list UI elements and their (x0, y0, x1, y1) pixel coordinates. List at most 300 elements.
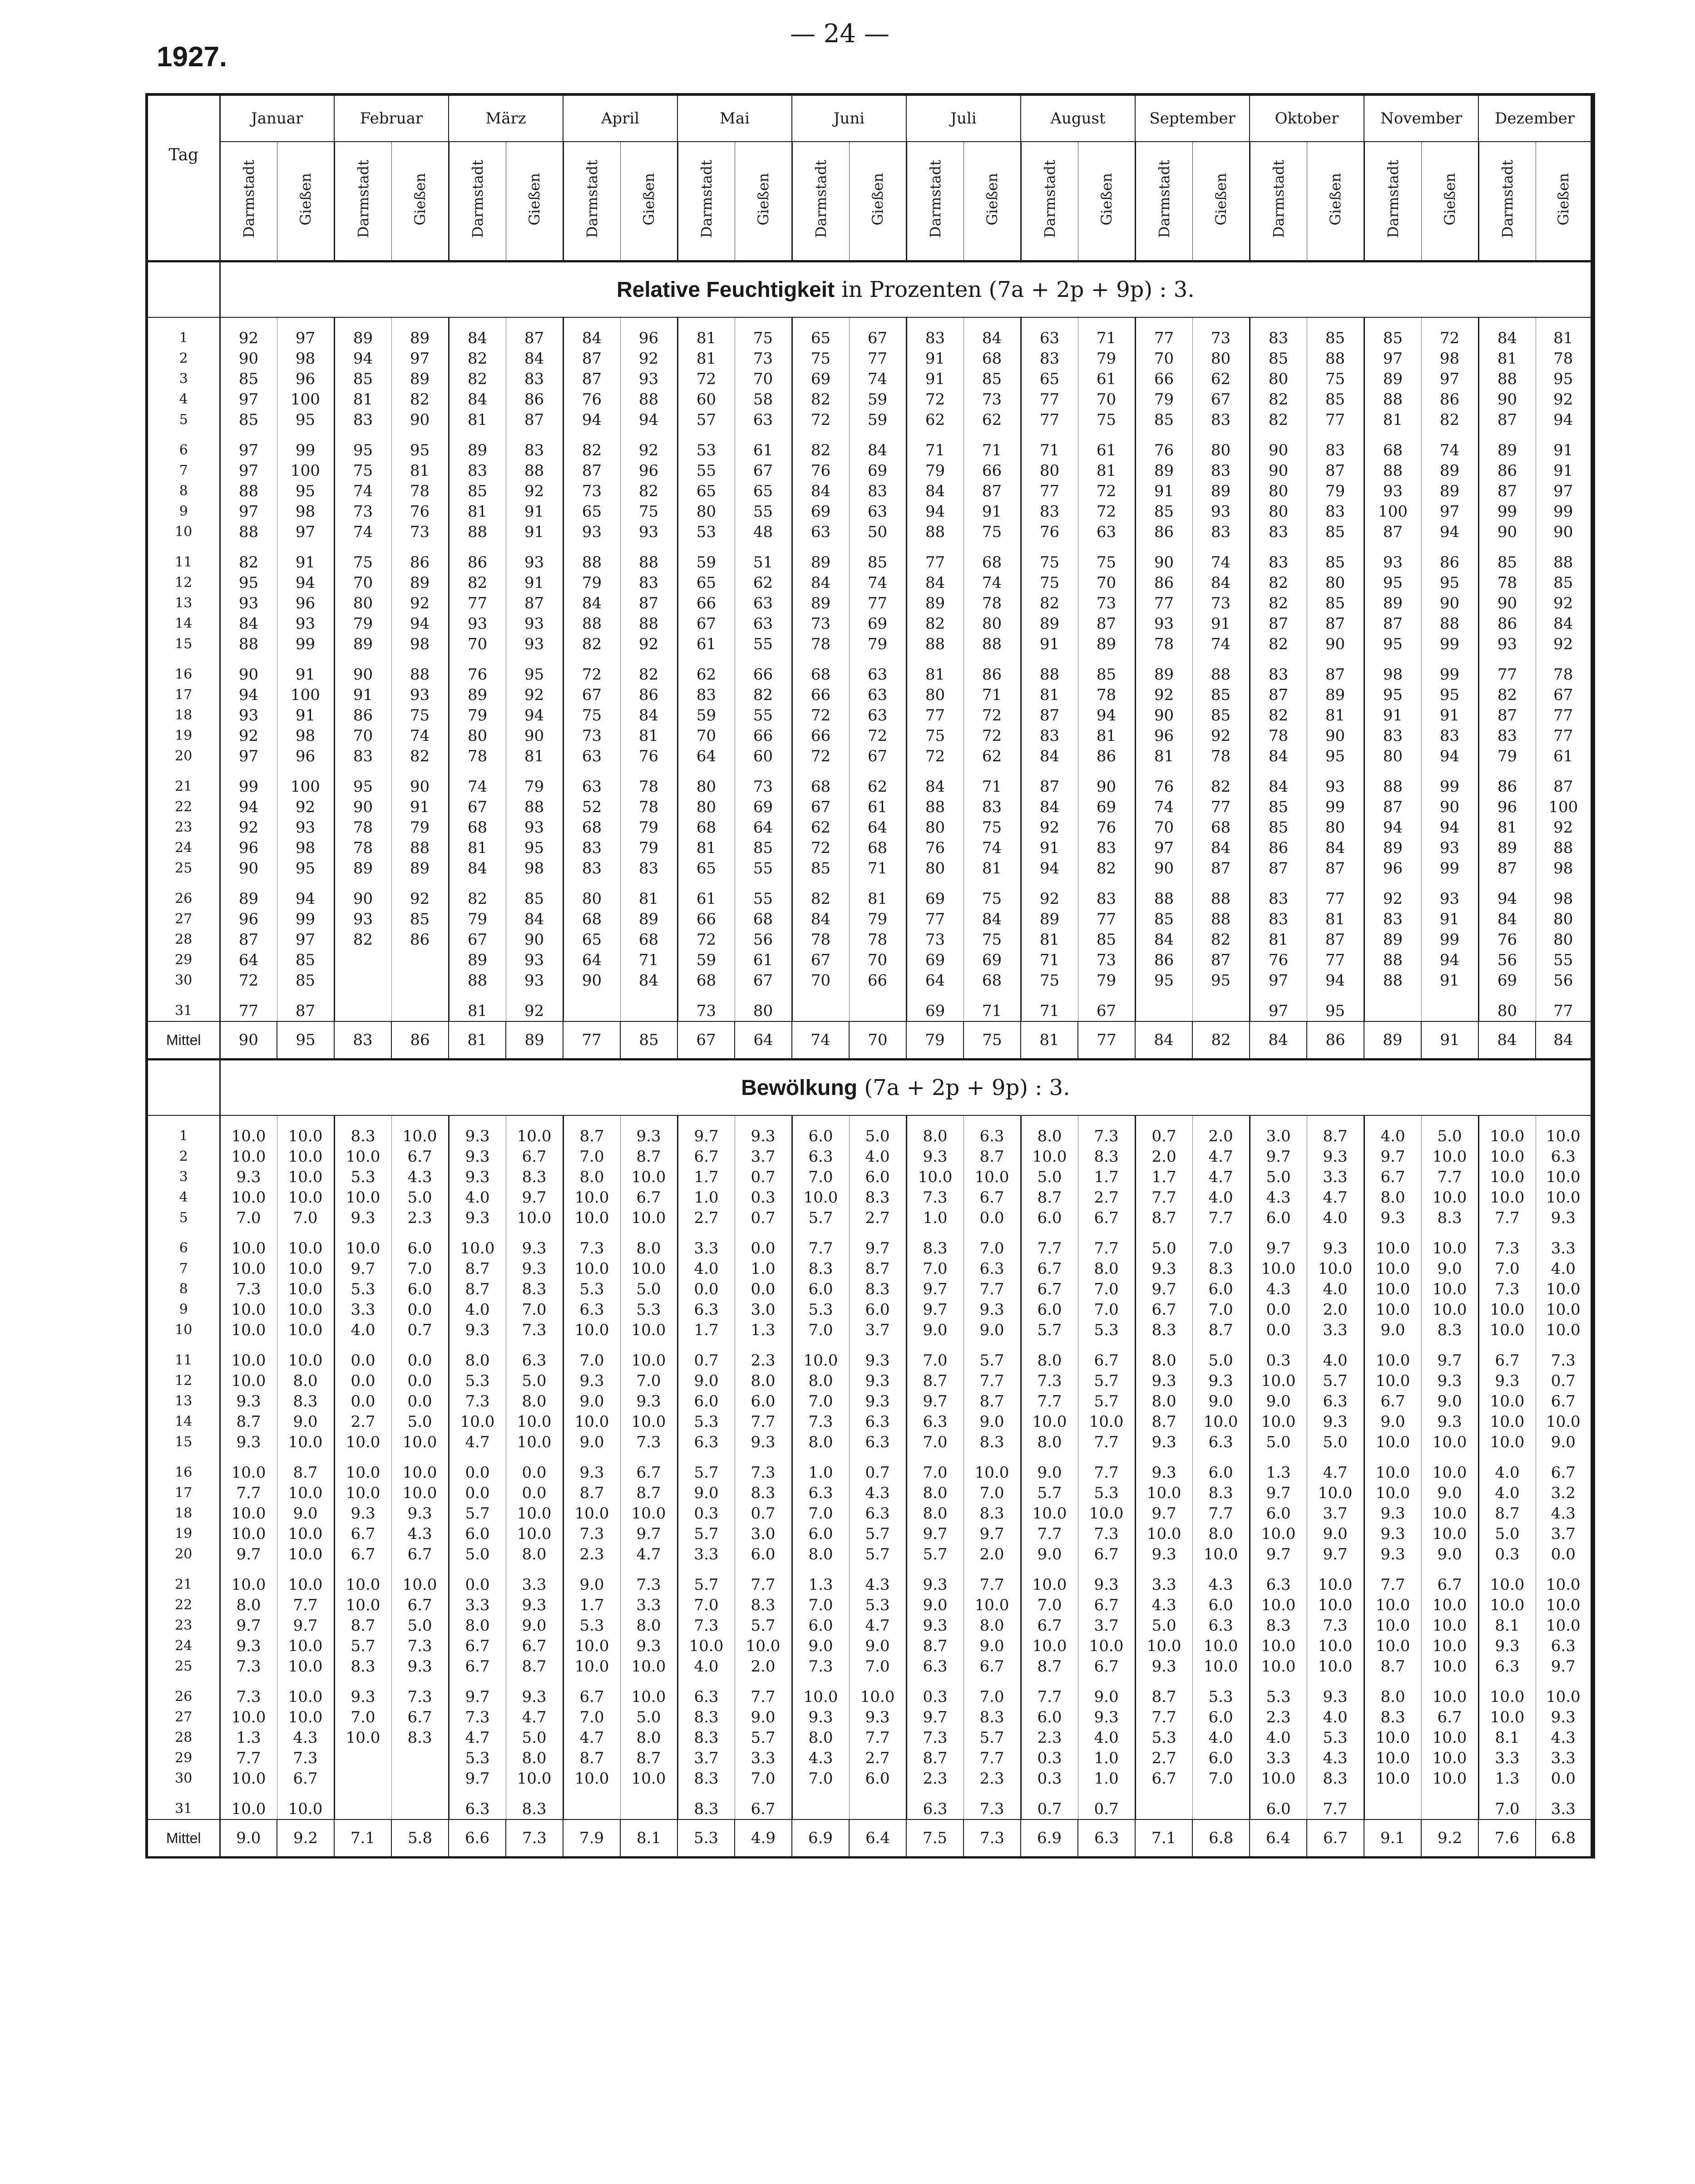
value-cell: 6.7 (449, 1656, 506, 1676)
mittel-value: 82 (1192, 1021, 1250, 1060)
value-cell: 6.0 (1192, 1452, 1250, 1483)
value-cell: 7.3 (277, 1748, 334, 1768)
value-cell: 8.0 (449, 1340, 506, 1371)
value-cell: 9.3 (334, 1208, 391, 1228)
mittel-value: 95 (277, 1021, 334, 1060)
value-cell: 63 (735, 409, 792, 430)
value-cell: 10.0 (220, 1523, 277, 1544)
value-cell: 0.0 (391, 1391, 449, 1411)
value-cell: 7.7 (1078, 1228, 1135, 1258)
mittel-label: Mittel (147, 1819, 220, 1858)
value-cell: 90 (1536, 522, 1593, 542)
value-cell: 8.3 (964, 1432, 1021, 1452)
value-cell: 97 (1536, 481, 1593, 501)
value-cell: 94 (620, 409, 677, 430)
value-cell: 85 (391, 909, 449, 929)
value-cell: 7.3 (906, 1187, 964, 1208)
mittel-value: 6.9 (1021, 1819, 1078, 1858)
value-cell: 10.0 (1021, 1411, 1078, 1432)
value-cell: 0.0 (506, 1452, 563, 1483)
value-cell: 10.0 (964, 1167, 1021, 1187)
value-cell: 7.7 (735, 1676, 792, 1707)
value-cell: 84 (792, 909, 849, 929)
value-cell: 100 (277, 685, 334, 705)
value-cell: 10.0 (620, 1768, 677, 1789)
value-cell: 9.3 (334, 1503, 391, 1523)
mittel-value: 9.2 (277, 1819, 334, 1858)
value-cell: 9.3 (220, 1391, 277, 1411)
value-cell: 9.3 (506, 1676, 563, 1707)
value-cell: 7.3 (1078, 1115, 1135, 1146)
value-cell: 10.0 (1250, 1411, 1307, 1432)
value-cell: 73 (1192, 593, 1250, 613)
value-cell: 8.3 (735, 1595, 792, 1615)
value-cell: 81 (449, 501, 506, 522)
value-cell: 89 (1364, 929, 1421, 950)
value-cell: 0.7 (735, 1167, 792, 1187)
value-cell: 10.0 (220, 1320, 277, 1340)
value-cell: 3.3 (1536, 1789, 1593, 1819)
value-cell: 80 (677, 766, 735, 797)
mittel-value: 6.7 (1307, 1819, 1364, 1858)
value-cell: 81 (1078, 725, 1135, 746)
value-cell: 9.3 (220, 1167, 277, 1187)
value-cell: 80 (1364, 746, 1421, 766)
value-cell (334, 950, 391, 970)
value-cell: 9.0 (1078, 1676, 1135, 1707)
value-cell: 95 (1421, 572, 1478, 593)
value-cell: 63 (563, 746, 620, 766)
value-cell: 5.0 (849, 1115, 906, 1146)
value-cell: 10.0 (277, 1432, 334, 1452)
value-cell: 2.7 (677, 1208, 735, 1228)
value-cell: 92 (1536, 634, 1593, 654)
value-cell: 87 (620, 593, 677, 613)
value-cell: 96 (220, 909, 277, 929)
mittel-value: 77 (1078, 1021, 1135, 1060)
value-cell: 4.3 (792, 1748, 849, 1768)
value-cell: 84 (506, 348, 563, 369)
value-cell: 93 (1364, 542, 1421, 572)
value-cell: 8.3 (1421, 1208, 1478, 1228)
value-cell: 7.0 (964, 1228, 1021, 1258)
value-cell: 10.0 (620, 1320, 677, 1340)
value-cell: 10.0 (334, 1228, 391, 1258)
value-cell: 5.0 (1021, 1167, 1078, 1187)
value-cell: 8.1 (1478, 1727, 1536, 1748)
value-cell: 75 (964, 929, 1021, 950)
value-cell: 99 (277, 909, 334, 929)
station-name: Darmstadt (1155, 160, 1173, 238)
value-cell: 10.0 (1192, 1636, 1250, 1656)
value-cell: 66 (964, 460, 1021, 481)
value-cell: 10.0 (563, 1411, 620, 1432)
value-cell: 10.0 (334, 1483, 391, 1503)
value-cell: 7.7 (849, 1727, 906, 1748)
value-cell: 78 (620, 766, 677, 797)
value-cell: 94 (1478, 878, 1536, 909)
value-cell: 10.0 (220, 1789, 277, 1819)
value-cell: 87 (563, 460, 620, 481)
value-cell: 9.7 (449, 1676, 506, 1707)
value-cell: 60 (735, 746, 792, 766)
value-cell: 6.7 (735, 1789, 792, 1819)
value-cell: 57 (677, 409, 735, 430)
value-cell: 7.0 (1021, 1595, 1078, 1615)
value-cell: 9.3 (220, 1636, 277, 1656)
value-cell: 79 (1478, 746, 1536, 766)
value-cell: 71 (1021, 991, 1078, 1021)
value-cell: 7.7 (735, 1411, 792, 1432)
value-cell: 8.3 (391, 1727, 449, 1748)
value-cell: 81 (849, 878, 906, 909)
value-cell: 85 (506, 878, 563, 909)
value-cell: 10.0 (277, 1544, 334, 1564)
day-row (147, 950, 1593, 970)
value-cell: 97 (391, 348, 449, 369)
day-row (147, 797, 1593, 817)
value-cell: 66 (792, 685, 849, 705)
value-cell: 8.7 (1135, 1208, 1192, 1228)
value-cell: 8.3 (1078, 1146, 1135, 1167)
value-cell: 61 (1078, 430, 1135, 460)
mittel-value: 81 (449, 1021, 506, 1060)
value-cell: 85 (1250, 817, 1307, 838)
value-cell: 9.0 (1250, 1391, 1307, 1411)
station-header (1021, 142, 1078, 261)
value-cell: 7.7 (220, 1748, 277, 1768)
value-cell: 69 (906, 878, 964, 909)
value-cell: 6.3 (1250, 1564, 1307, 1595)
value-cell: 98 (1364, 654, 1421, 685)
value-cell: 5.3 (849, 1595, 906, 1615)
day-number: 28 (147, 1727, 220, 1748)
value-cell: 90 (1135, 705, 1192, 725)
value-cell: 71 (964, 685, 1021, 705)
value-cell: 95 (1364, 634, 1421, 654)
value-cell: 10.0 (1307, 1595, 1364, 1615)
value-cell: 5.7 (792, 1208, 849, 1228)
station-header (1135, 142, 1192, 261)
value-cell: 89 (1478, 838, 1536, 858)
value-cell: 83 (563, 838, 620, 858)
value-cell: 84 (792, 481, 849, 501)
value-cell: 83 (1364, 725, 1421, 746)
value-cell: 10.0 (620, 1503, 677, 1523)
value-cell: 87 (220, 929, 277, 950)
value-cell: 6.3 (1192, 1615, 1250, 1636)
day-number: 24 (147, 1636, 220, 1656)
value-cell: 80 (563, 878, 620, 909)
value-cell: 91 (277, 705, 334, 725)
day-number: 6 (147, 430, 220, 460)
value-cell: 6.7 (1078, 1208, 1135, 1228)
value-cell: 8.3 (677, 1789, 735, 1819)
value-cell: 93 (506, 634, 563, 654)
section-title-row (147, 261, 1593, 318)
value-cell: 10.0 (1307, 1564, 1364, 1595)
value-cell (391, 1748, 449, 1768)
day-number: 12 (147, 1371, 220, 1391)
day-number: 28 (147, 929, 220, 950)
value-cell: 77 (1192, 797, 1250, 817)
section-title (220, 261, 1593, 318)
value-cell: 58 (735, 389, 792, 409)
value-cell: 88 (1135, 878, 1192, 909)
value-cell: 84 (620, 970, 677, 991)
value-cell: 90 (391, 766, 449, 797)
value-cell: 6.3 (449, 1789, 506, 1819)
value-cell: 65 (1021, 369, 1078, 389)
value-cell: 82 (1250, 634, 1307, 654)
value-cell: 3.7 (1536, 1523, 1593, 1544)
value-cell: 0.3 (1021, 1768, 1078, 1789)
value-cell: 8.7 (906, 1748, 964, 1768)
day-number: 10 (147, 1320, 220, 1340)
value-cell: 88 (449, 970, 506, 991)
value-cell: 5.0 (620, 1279, 677, 1299)
day-row (147, 1676, 1593, 1707)
value-cell: 7.0 (792, 1768, 849, 1789)
value-cell: 9.0 (506, 1615, 563, 1636)
value-cell: 10.0 (1192, 1656, 1250, 1676)
value-cell: 83 (1021, 725, 1078, 746)
value-cell: 94 (1421, 746, 1478, 766)
value-cell: 66 (677, 593, 735, 613)
month-header: Februar (334, 94, 449, 142)
value-cell: 89 (391, 572, 449, 593)
value-cell: 6.0 (1250, 1503, 1307, 1523)
value-cell: 90 (1250, 430, 1307, 460)
value-cell: 90 (1250, 460, 1307, 481)
value-cell: 7.7 (1421, 1167, 1478, 1187)
value-cell: 59 (849, 409, 906, 430)
value-cell: 8.0 (1135, 1391, 1192, 1411)
value-cell: 96 (1135, 725, 1192, 746)
value-cell: 68 (735, 909, 792, 929)
value-cell: 84 (1250, 766, 1307, 797)
value-cell: 9.7 (906, 1707, 964, 1727)
station-header (620, 142, 677, 261)
value-cell: 93 (391, 685, 449, 705)
value-cell: 84 (449, 317, 506, 348)
value-cell: 4.0 (1192, 1187, 1250, 1208)
value-cell: 88 (906, 634, 964, 654)
mittel-row (147, 1819, 1593, 1858)
value-cell: 99 (1536, 501, 1593, 522)
value-cell: 63 (849, 501, 906, 522)
value-cell: 9.0 (1421, 1483, 1478, 1503)
value-cell: 67 (792, 950, 849, 970)
value-cell: 67 (449, 929, 506, 950)
value-cell: 81 (1478, 817, 1536, 838)
value-cell: 7.0 (906, 1452, 964, 1483)
value-cell: 93 (1421, 838, 1478, 858)
value-cell: 87 (1307, 858, 1364, 878)
value-cell: 82 (792, 430, 849, 460)
value-cell: 75 (792, 348, 849, 369)
value-cell: 9.3 (563, 1452, 620, 1483)
value-cell: 100 (277, 460, 334, 481)
value-cell: 7.0 (620, 1371, 677, 1391)
value-cell: 99 (1421, 929, 1478, 950)
value-cell: 85 (735, 838, 792, 858)
value-cell: 92 (506, 685, 563, 705)
value-cell: 93 (1307, 766, 1364, 797)
value-cell: 3.0 (735, 1299, 792, 1320)
value-cell: 85 (220, 409, 277, 430)
value-cell: 73 (1078, 593, 1135, 613)
value-cell: 10.0 (620, 1676, 677, 1707)
value-cell: 4.0 (1478, 1483, 1536, 1503)
value-cell: 10.0 (1364, 1727, 1421, 1748)
value-cell: 82 (1021, 593, 1078, 613)
value-cell: 7.3 (563, 1523, 620, 1544)
value-cell: 84 (1250, 746, 1307, 766)
value-cell: 81 (677, 348, 735, 369)
day-number: 20 (147, 746, 220, 766)
value-cell: 3.3 (1307, 1320, 1364, 1340)
value-cell: 10.0 (277, 1636, 334, 1656)
value-cell: 10.0 (277, 1707, 334, 1727)
value-cell: 9.0 (1021, 1544, 1078, 1564)
value-cell: 85 (849, 542, 906, 572)
value-cell: 92 (1536, 593, 1593, 613)
value-cell: 87 (1478, 858, 1536, 878)
value-cell: 96 (277, 746, 334, 766)
value-cell: 10.0 (277, 1299, 334, 1320)
value-cell: 5.0 (1135, 1228, 1192, 1258)
value-cell: 8.3 (677, 1707, 735, 1727)
value-cell: 87 (1478, 481, 1536, 501)
value-cell: 2.7 (1078, 1187, 1135, 1208)
value-cell: 8.7 (334, 1615, 391, 1636)
value-cell: 84 (1307, 838, 1364, 858)
day-number: 31 (147, 991, 220, 1021)
value-cell: 80 (906, 817, 964, 838)
value-cell: 3.3 (334, 1299, 391, 1320)
value-cell: 10.0 (964, 1452, 1021, 1483)
value-cell: 10.0 (1192, 1411, 1250, 1432)
value-cell: 90 (506, 725, 563, 746)
value-cell: 68 (563, 909, 620, 929)
value-cell: 82 (620, 654, 677, 685)
value-cell: 0.3 (1021, 1748, 1078, 1768)
value-cell: 6.3 (1536, 1146, 1593, 1167)
day-number: 30 (147, 1768, 220, 1789)
day-row (147, 348, 1593, 369)
value-cell: 0.7 (677, 1340, 735, 1371)
value-cell: 77 (1021, 389, 1078, 409)
value-cell (391, 991, 449, 1021)
value-cell: 59 (677, 542, 735, 572)
value-cell: 86 (334, 705, 391, 725)
value-cell: 82 (1078, 858, 1135, 878)
value-cell: 6.7 (391, 1707, 449, 1727)
value-cell: 83 (620, 858, 677, 878)
value-cell: 80 (1307, 817, 1364, 838)
value-cell: 85 (1078, 654, 1135, 685)
value-cell: 10.0 (277, 1320, 334, 1340)
value-cell: 94 (277, 878, 334, 909)
value-cell: 94 (1421, 817, 1478, 838)
value-cell: 1.3 (220, 1727, 277, 1748)
value-cell: 72 (964, 725, 1021, 746)
value-cell: 89 (906, 593, 964, 613)
value-cell: 9.3 (1364, 1208, 1421, 1228)
value-cell: 7.0 (1078, 1279, 1135, 1299)
value-cell: 69 (735, 797, 792, 817)
value-cell: 97 (220, 389, 277, 409)
value-cell: 2.7 (334, 1411, 391, 1432)
value-cell: 5.3 (1135, 1727, 1192, 1748)
value-cell: 7.7 (964, 1564, 1021, 1595)
value-cell: 91 (277, 542, 334, 572)
value-cell: 87 (1078, 613, 1135, 634)
value-cell: 9.3 (849, 1707, 906, 1727)
value-cell: 10.0 (1536, 1615, 1593, 1636)
day-number: 8 (147, 1279, 220, 1299)
value-cell: 72 (563, 654, 620, 685)
value-cell: 6.3 (1536, 1636, 1593, 1656)
value-cell: 92 (391, 593, 449, 613)
day-row (147, 725, 1593, 746)
value-cell: 10.0 (506, 1411, 563, 1432)
day-number: 23 (147, 817, 220, 838)
value-cell: 10.0 (334, 1452, 391, 1483)
value-cell: 87 (1307, 460, 1364, 481)
value-cell: 10.0 (391, 1452, 449, 1483)
day-row (147, 1391, 1593, 1411)
day-row (147, 1615, 1593, 1636)
value-cell: 8.3 (1307, 1768, 1364, 1789)
value-cell: 2.0 (735, 1656, 792, 1676)
day-row (147, 766, 1593, 797)
value-cell: 85 (1364, 317, 1421, 348)
value-cell: 87 (563, 348, 620, 369)
value-cell: 80 (677, 501, 735, 522)
value-cell: 10.0 (506, 1115, 563, 1146)
value-cell: 85 (964, 369, 1021, 389)
value-cell: 78 (792, 634, 849, 654)
value-cell: 5.7 (735, 1615, 792, 1636)
value-cell: 8.0 (620, 1228, 677, 1258)
value-cell: 9.3 (449, 1320, 506, 1340)
value-cell: 89 (1021, 613, 1078, 634)
value-cell: 6.3 (677, 1432, 735, 1452)
value-cell: 68 (1364, 430, 1421, 460)
station-header (1192, 142, 1250, 261)
value-cell: 10.0 (277, 1228, 334, 1258)
value-cell: 85 (1536, 572, 1593, 593)
value-cell: 9.0 (1421, 1544, 1478, 1564)
value-cell: 73 (677, 991, 735, 1021)
value-cell: 0.7 (1021, 1789, 1078, 1819)
value-cell: 74 (1421, 430, 1478, 460)
value-cell: 84 (1192, 572, 1250, 593)
value-cell: 9.0 (677, 1483, 735, 1503)
value-cell: 67 (792, 797, 849, 817)
value-cell: 6.3 (1192, 1432, 1250, 1452)
value-cell: 69 (1478, 970, 1536, 991)
value-cell: 82 (1250, 593, 1307, 613)
value-cell: 9.3 (1307, 1411, 1364, 1432)
value-cell: 89 (1307, 685, 1364, 705)
value-cell: 84 (1478, 317, 1536, 348)
value-cell: 83 (506, 430, 563, 460)
value-cell: 78 (849, 929, 906, 950)
value-cell: 9.7 (1307, 1544, 1364, 1564)
